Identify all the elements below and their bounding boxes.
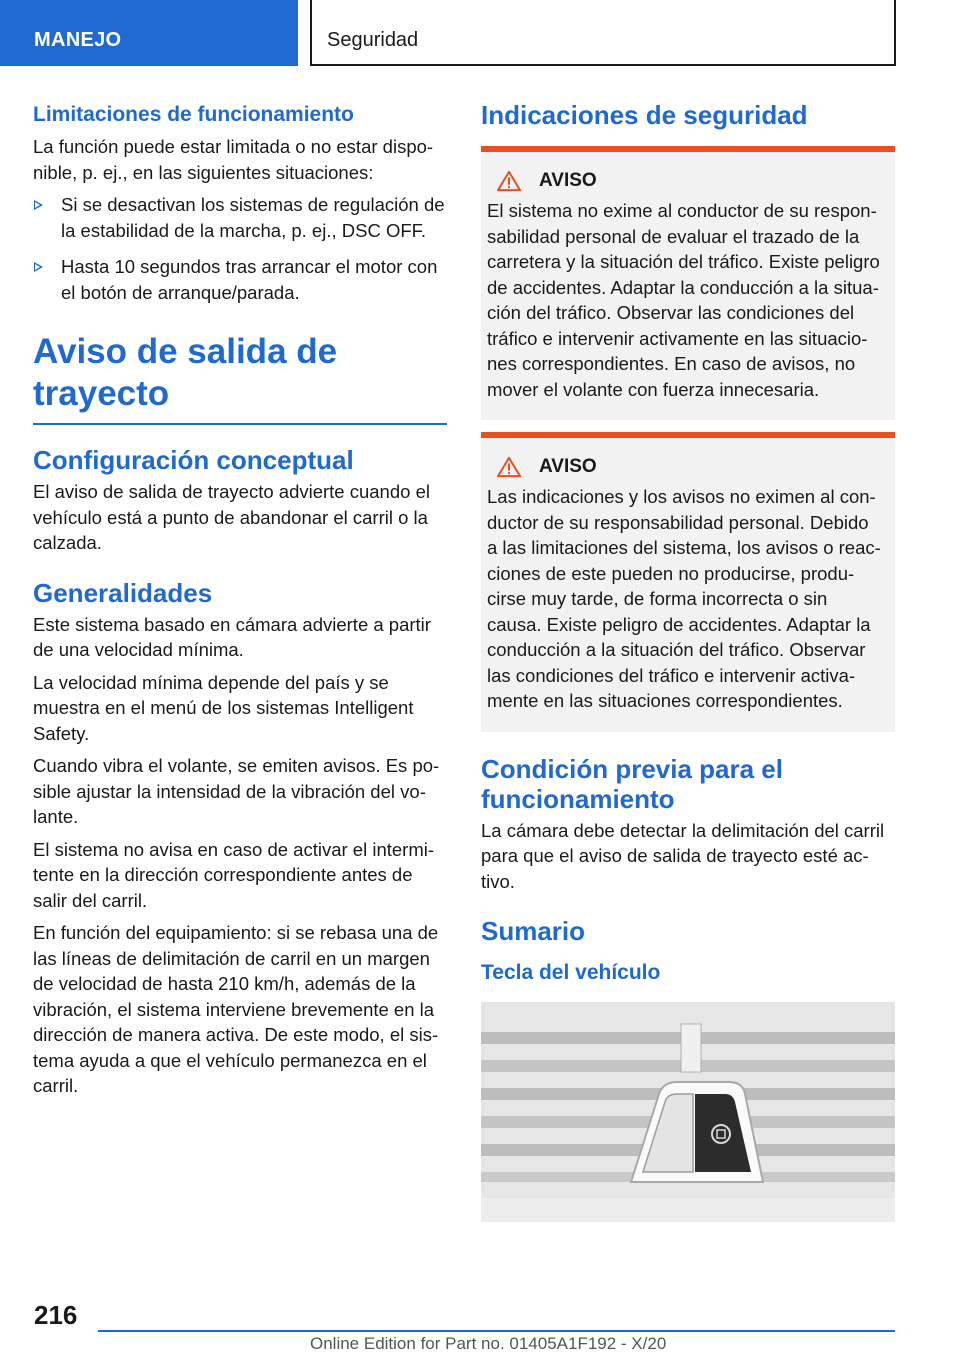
edition-note: Online Edition for Part no. 01405A1F192 - X/20 [310,1334,667,1353]
limitations-intro: La función puede estar limitada o no estar disponible, p. ej., en las siguientes situaciones: [33,136,434,183]
page-number: 216 [34,1300,78,1330]
chapter-label: Seguridad [310,0,896,66]
left-column [33,100,447,1106]
list-item: Si se desactivan los sistemas de regulación de la estabilidad de la marcha, p. ej., DSC OFF. [33,192,447,243]
concept-text: El aviso de salida de trayecto advierte cuando el vehículo está a punto de abandonar el carril o la calzada. [33,481,430,553]
warning-triangle-icon [495,170,523,192]
bullet-triangle-icon [34,200,43,210]
limitations-heading: Limitaciones de funcionamiento [33,103,354,126]
warning-text: El sistema no exime al conductor de su responsabilidad personal de evaluar el trazado de la carretera y la situación del tráfico. Existe peligro de accidentes. Adaptar la conducción a la situación del tráfico. Observar las condiciones del tráfico e intervenir activamente en las situaciones correspondientes. En caso de avisos, no mover el volante con fuerza innecesaria. [487,200,880,400]
general-paragraph: Este sistema basado en cámara advierte a partir de una velocidad mínima. [33,613,431,660]
precondition-heading: Condición previa para el funcionamiento [481,753,783,814]
general-paragraph: La velocidad mínima depende del país y se muestra en el menú de los sistemas Intelligent Safety. [33,671,414,744]
page-header [0,0,960,66]
limitations-list [33,192,447,305]
warning-header [487,170,883,192]
general-heading: Generalidades [33,577,213,608]
general-paragraph: Cuando vibra el volante, se emiten avisos. Es posible ajustar la intensidad de la vibración del volante. [33,755,440,827]
button-heading: Tecla del vehículo [481,961,661,984]
list-item: Hasta 10 segundos tras arrancar el motor con el botón de arranque/parada. [33,254,447,305]
warning-triangle-icon [495,456,523,478]
safety-heading: Indicaciones de seguridad [481,100,808,130]
summary-heading: Sumario [481,916,586,946]
concept-heading: Configuración conceptual [33,445,354,475]
warning-text: Las indicaciones y los avisos no eximen al conductor de su responsabilidad personal. Debido a las limitaciones del sistema, los avisos o reacciones de este pueden no producirse, producirse muy tarde, de forma incorrecta o sin causa. Existe peligro de accidentes. Adaptar la conducción a la situación del tráfico. Observar las condiciones del tráfico e intervenir activamente en las situaciones correspondientes. [487,486,881,711]
right-column [481,100,895,1222]
vehicle-button-photo [481,1002,895,1222]
warning-header [487,456,883,478]
warning-title: AVISO [539,456,597,477]
warning-box [481,146,895,420]
section-tab: MANEJO [0,0,298,66]
bullet-triangle-icon [34,262,43,272]
footer-divider [98,1330,895,1332]
grille-illustration [481,1002,895,1222]
chapter-title: Aviso de salida de trayecto [33,331,447,425]
warning-box [481,432,895,732]
general-paragraph: En función del equipamiento: si se rebasa una de las líneas de delimitación de carril en un margen de velocidad de hasta 210 km/h, además de la vibración, el sistema interviene brevemente en la dirección de manera activa. De este modo, el sistema ayuda a que el vehículo permanezca en el carril. [33,922,439,1096]
general-paragraph: El sistema no avisa en caso de activar el intermitente en la dirección correspondiente antes de salir del carril. [33,838,435,911]
precondition-text: La cámara debe detectar la delimitación del carril para que el aviso de salida de trayecto esté activo. [481,819,885,892]
warning-title: AVISO [539,170,597,191]
